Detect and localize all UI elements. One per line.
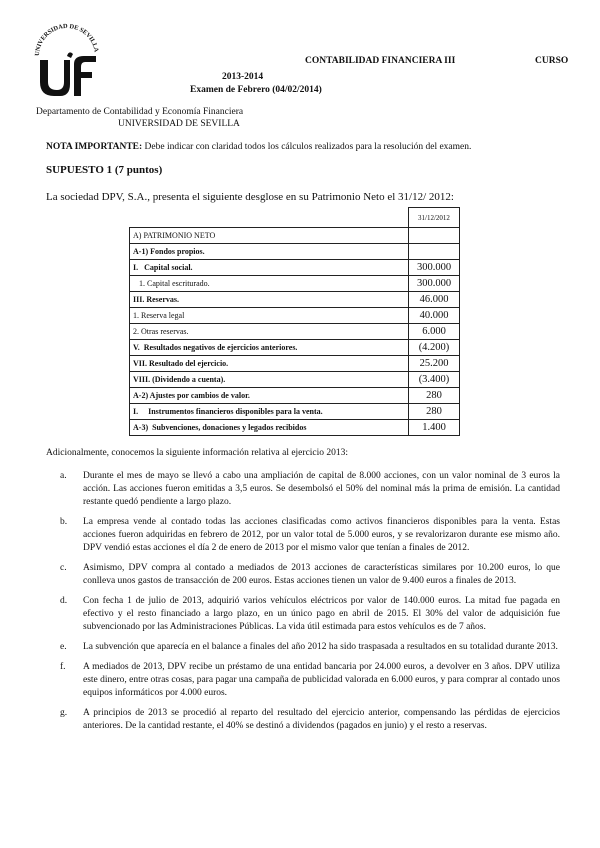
- table-row: [130, 388, 460, 404]
- table-row: [130, 372, 460, 388]
- item-text: La subvención que aparecía en el balance a finales del año 2012 ha sido traspasada a resultados en su totalidad durante 2013.: [83, 642, 558, 652]
- row-value: 6.000: [409, 324, 460, 340]
- note-label: NOTA IMPORTANTE:: [46, 142, 143, 152]
- svg-text:UNIVERSIDAD DE SEVILLA: [34, 23, 100, 56]
- equity-table: [129, 207, 460, 436]
- row-value: [409, 244, 460, 260]
- item-text: Asimismo, DPV compra al contado a mediados de 2013 acciones de características similares por 10.200 euros, lo que conlleva unos gastos de transacción de 200 euros. Estas acciones tienen un valor de 9.400 euros a finales de 2013.: [83, 563, 560, 586]
- row-value: [409, 228, 460, 244]
- supuesto-heading: SUPUESTO 1 (7 puntos): [46, 164, 163, 176]
- row-label: VII. Resultado del ejercicio.: [130, 356, 409, 372]
- table-row: [130, 404, 460, 420]
- item-letter: b.: [60, 517, 68, 527]
- table-row: [130, 324, 460, 340]
- item-letter: g.: [60, 708, 68, 718]
- list-item: [60, 641, 560, 654]
- item-letter: c.: [60, 563, 67, 573]
- table-row: [130, 340, 460, 356]
- department-name: Departamento de Contabilidad y Economía Financiera: [36, 107, 244, 117]
- row-label: VIII. (Dividendo a cuenta).: [130, 372, 409, 388]
- intro-text: La sociedad DPV, S.A., presenta el siguiente desglose en su Patrimonio Neto el 31/12/ 2012:: [46, 191, 454, 203]
- row-value: 1.400: [409, 420, 460, 436]
- row-label: A-1) Fondos propios.: [130, 244, 409, 260]
- item-letter: a.: [60, 471, 67, 481]
- table-row: [130, 420, 460, 436]
- row-label: I. Instrumentos financieros disponibles para la venta.: [130, 404, 409, 420]
- list-item: [60, 661, 560, 700]
- row-value: 46.000: [409, 292, 460, 308]
- list-item: [60, 707, 560, 733]
- item-list: [60, 470, 560, 740]
- list-item: [60, 470, 560, 509]
- row-value: 300.000: [409, 260, 460, 276]
- row-value: 280: [409, 388, 460, 404]
- row-value: (4.200): [409, 340, 460, 356]
- note-text: Debe indicar con claridad todos los cálculos realizados para la resolución del examen.: [142, 142, 472, 152]
- university-logo: [30, 12, 104, 98]
- logo-text: UNIVERSIDAD DE SEVILLA: [33, 22, 100, 57]
- row-label: A-3) Subvenciones, donaciones y legados recibidos: [130, 420, 409, 436]
- date-header: 31/12/2012: [409, 208, 460, 228]
- academic-year: 2013-2014: [222, 72, 264, 82]
- list-item: [60, 516, 560, 555]
- row-value: 25.200: [409, 356, 460, 372]
- table-row: [130, 228, 460, 244]
- item-text: A mediados de 2013, DPV recibe un préstamo de una entidad bancaria por 24.000 euros, a devolver en 3 años. DPV utiliza este dinero, entre otras cosas, para pagar una campaña de publicidad valorada en 6.000 euros, y para comprar al contado unos equipos informáticos por 4.000 euros.: [83, 662, 560, 698]
- row-value: 280: [409, 404, 460, 420]
- row-label: V. Resultados negativos de ejercicios anteriores.: [130, 340, 409, 356]
- important-note: [46, 142, 471, 152]
- row-label: A) PATRIMONIO NETO: [130, 228, 409, 244]
- table-row: [130, 356, 460, 372]
- list-item: [60, 595, 560, 634]
- item-letter: d.: [60, 596, 68, 606]
- item-letter: e.: [60, 642, 67, 652]
- item-text: A principios de 2013 se procedió al reparto del resultado del ejercicio anterior, compensando las pérdidas de ejercicios anteriores. De la cantidad restante, el 40% se destinó a dividendos (pagados en junio) y el resto a reservas.: [83, 708, 560, 731]
- table-row: [130, 308, 460, 324]
- item-text: Con fecha 1 de julio de 2013, adquirió varios vehículos eléctricos por valor de 140.000 euros. La mitad fue pagada en efectivo y el resto financiado a largo plazo, en un único pago en abril de 2015. El 30% del valor de adquisición fue subvencionado por las Administraciones Públicas. La vida útil estimada para estos vehículos es de 7 años.: [83, 596, 560, 632]
- table-row: [130, 292, 460, 308]
- row-label: 1. Reserva legal: [130, 308, 409, 324]
- table-row: [130, 276, 460, 292]
- row-label: I. Capital social.: [130, 260, 409, 276]
- row-label: III. Reservas.: [130, 292, 409, 308]
- course-title: CONTABILIDAD FINANCIERA III: [305, 56, 456, 66]
- row-value: 40.000: [409, 308, 460, 324]
- additional-info: Adicionalmente, conocemos la siguiente información relativa al ejercicio 2013:: [46, 448, 349, 458]
- item-letter: f.: [60, 662, 66, 672]
- table-header-row: [130, 208, 460, 228]
- exam-title: Examen de Febrero (04/02/2014): [190, 85, 322, 95]
- table-row: [130, 260, 460, 276]
- row-label: A-2) Ajustes por cambios de valor.: [130, 388, 409, 404]
- row-label: 1. Capital escriturado.: [130, 276, 409, 292]
- list-item: [60, 562, 560, 588]
- table-row: [130, 244, 460, 260]
- item-text: Durante el mes de mayo se llevó a cabo una ampliación de capital de 8.000 acciones, con un valor nominal de 3 euros la acción. Las acciones fueron emitidas a 3,5 euros. Se desembolsó el 50% del nominal más la prima de emisión. La cantidad restante quedó pendiente a largo plazo.: [83, 471, 560, 507]
- item-text: La empresa vende al contado todas las acciones clasificadas como activos financieros disponibles para la venta. Estas acciones fueron adquiridas en febrero de 2012, por un valor total de 5.000 euros, y se revalorizaron durante ese mismo año. DPV vendió estas acciones el día 2 de enero de 2013 por el mismo valor que tenían a finales de 2012.: [83, 517, 560, 553]
- university-name: UNIVERSIDAD DE SEVILLA: [118, 119, 240, 129]
- course-label: CURSO: [535, 56, 569, 66]
- row-value: (3.400): [409, 372, 460, 388]
- row-value: 300.000: [409, 276, 460, 292]
- row-label: 2. Otras reservas.: [130, 324, 409, 340]
